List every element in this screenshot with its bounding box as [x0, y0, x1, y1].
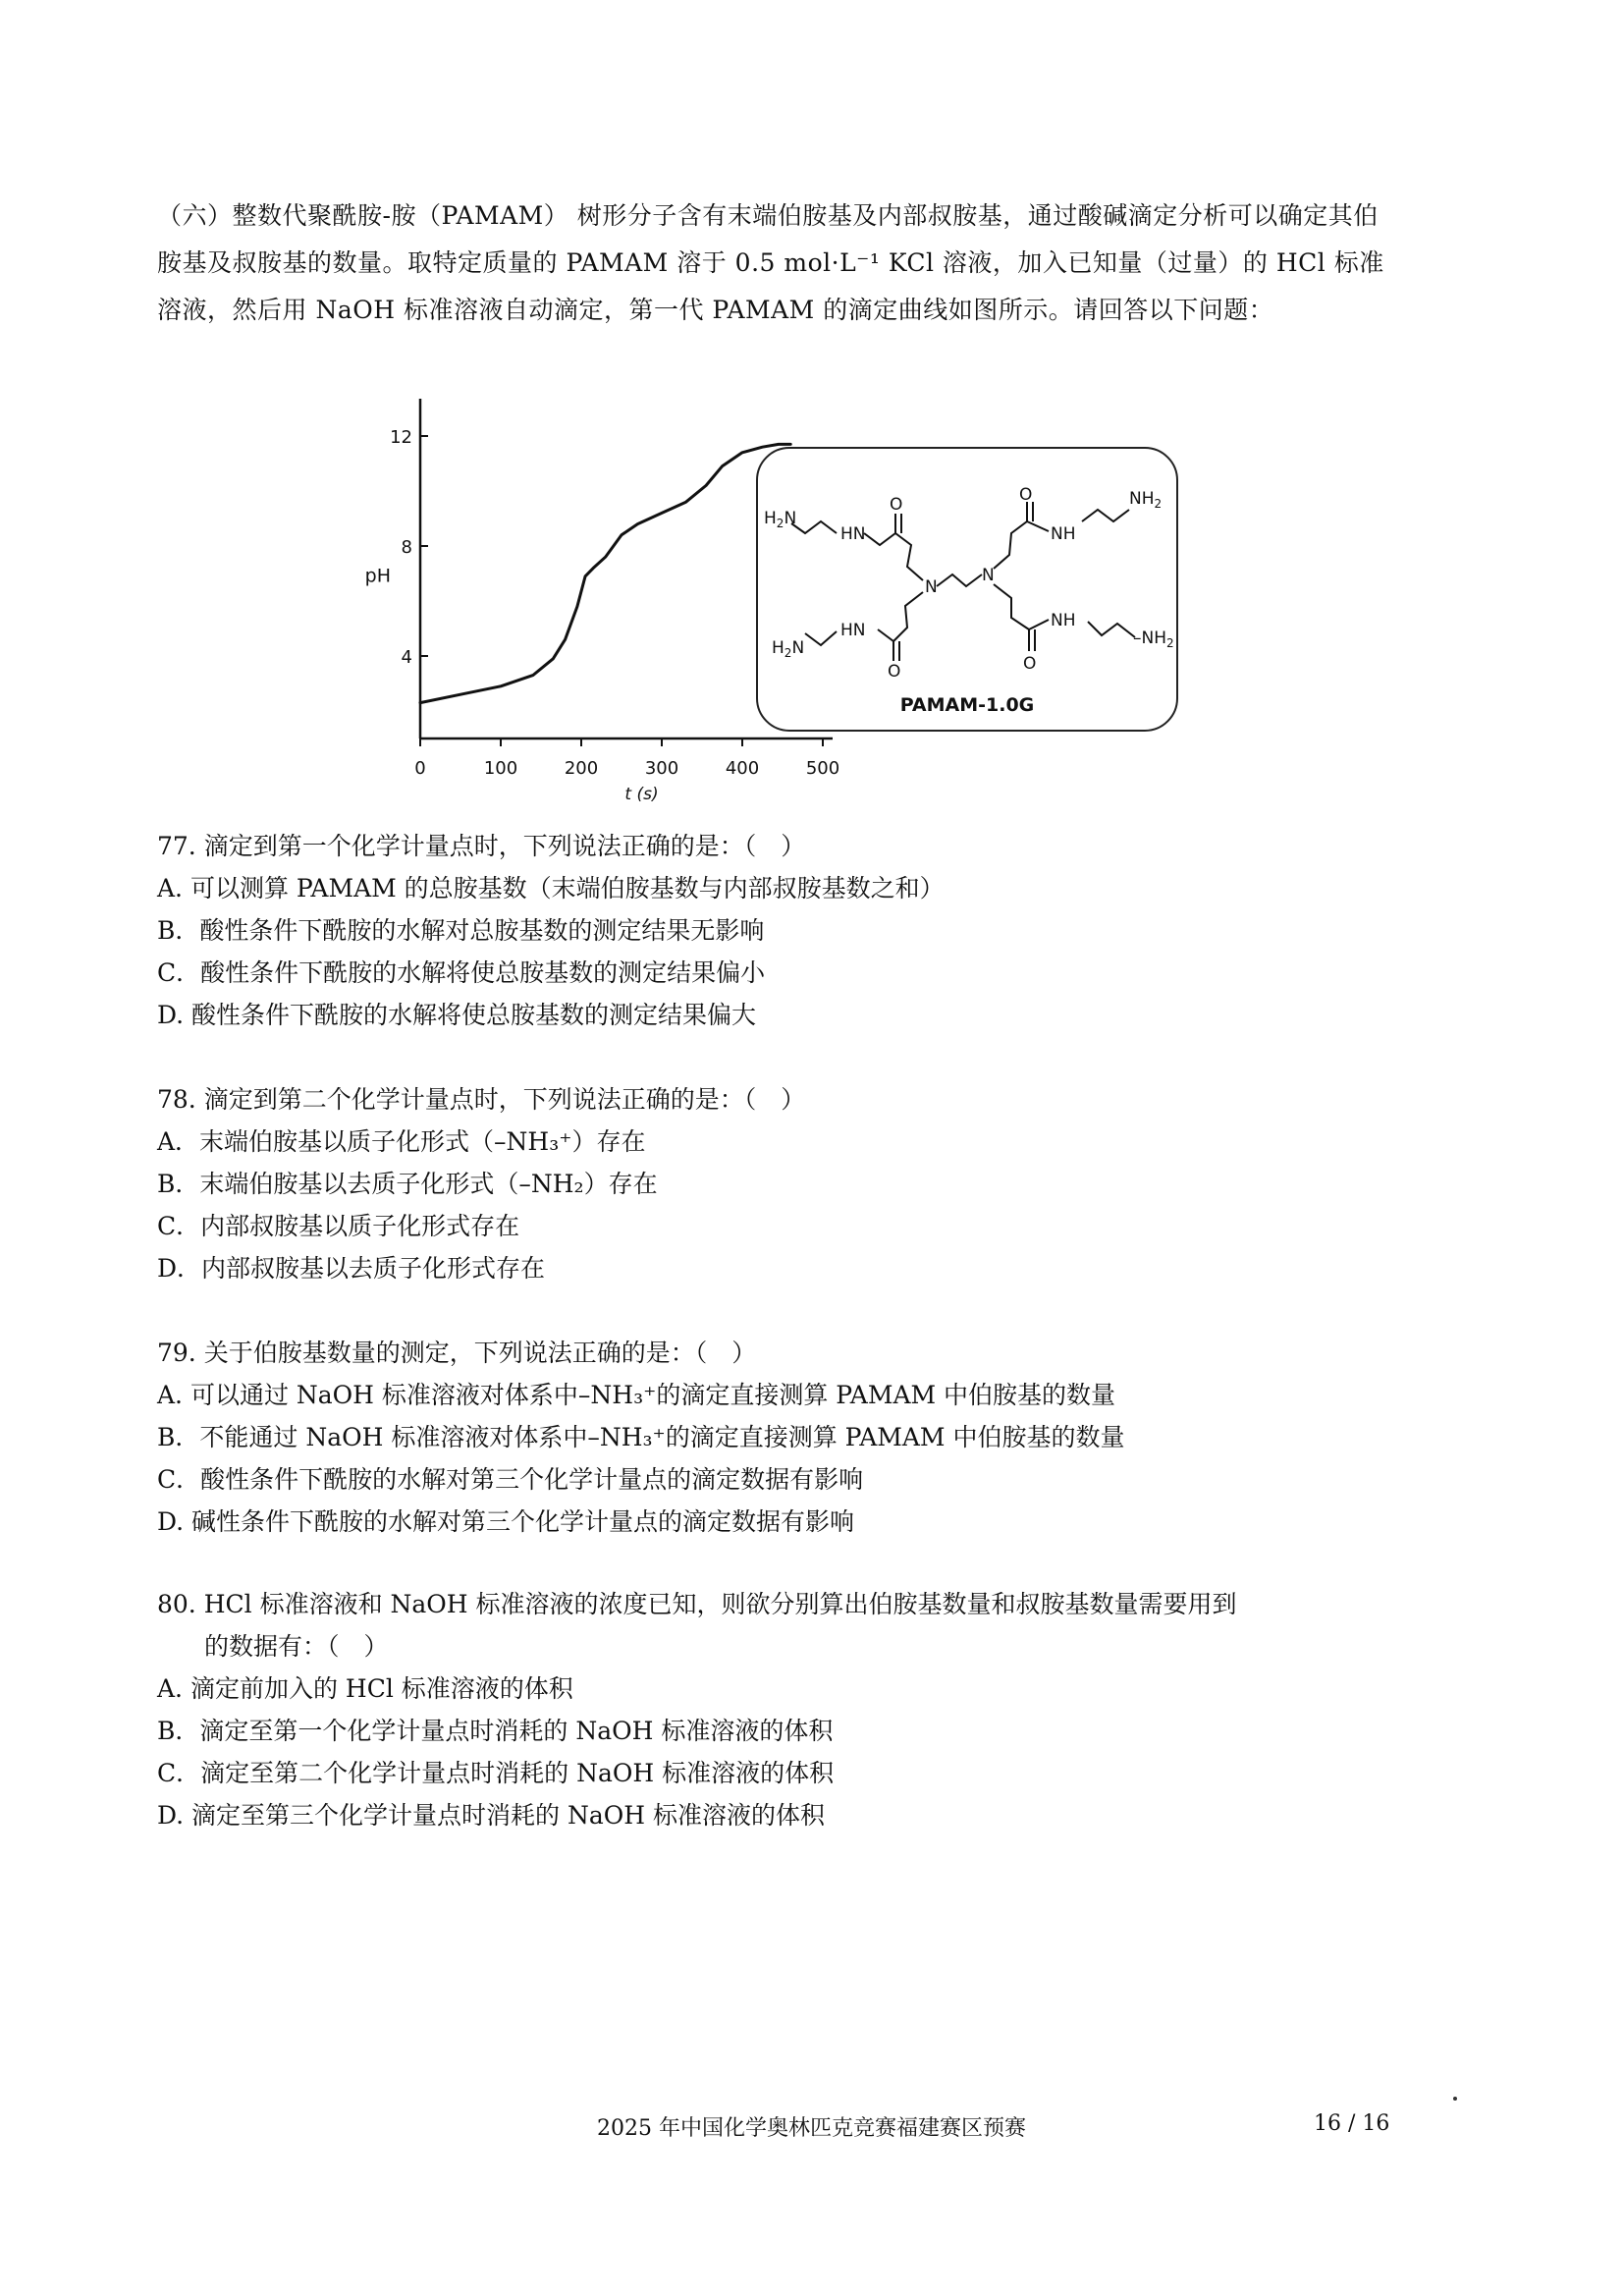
option-d: D. 滴定至第三个化学计量点时消耗的 NaOH 标准溶液的体积	[157, 1801, 826, 1830]
scan-speck	[1453, 2097, 1457, 2101]
question-stem: 78. 滴定到第二个化学计量点时，下列说法正确的是：（ ）	[157, 1085, 806, 1114]
question-stem: 80. HCl 标准溶液和 NaOH 标准溶液的浓度已知，则欲分别算出伯胺基数量和叔胺基数量需要用到	[157, 1590, 1237, 1618]
svg-text:–NH2: $-NH_2$	[1133, 629, 1174, 650]
question-77	[157, 825, 1414, 1036]
question-stem: 77. 滴定到第一个化学计量点时，下列说法正确的是：（ ）	[157, 832, 806, 860]
svg-text:NH: NH	[1051, 611, 1076, 630]
svg-text:O: O	[1019, 485, 1033, 505]
svg-text:NH: NH	[1051, 524, 1076, 544]
svg-text:HN: HN	[840, 621, 866, 640]
svg-text:N: N	[925, 577, 938, 597]
svg-text:HN: HN	[840, 524, 866, 544]
x-tick-label: 200	[564, 758, 599, 779]
option-d: D. 碱性条件下酰胺的水解对第三个化学计量点的滴定数据有影响	[157, 1507, 855, 1536]
x-tick-label: 100	[483, 758, 518, 779]
option-a: A．末端伯胺基以质子化形式（–NH₃⁺）存在	[157, 1127, 646, 1156]
x-tick-label: 400	[725, 758, 760, 779]
option-d: D. 酸性条件下酰胺的水解将使总胺基数的测定结果偏大	[157, 1001, 757, 1029]
option-c: C．滴定至第二个化学计量点时消耗的 NaOH 标准溶液的体积	[157, 1759, 835, 1787]
y-axis-label: pH	[364, 565, 391, 587]
x-tick-label: 0	[414, 758, 426, 779]
svg-text:O: O	[890, 495, 903, 515]
pamam-structure-diagram	[758, 449, 1176, 730]
svg-text:H2N: $H_2N$	[764, 509, 797, 530]
footer-title: 2025 年中国化学奥林匹克竞赛福建赛区预赛	[597, 2116, 1026, 2141]
y-tick-label: 8	[401, 537, 412, 558]
question-79	[157, 1332, 1414, 1543]
page-number: 16 / 16	[1314, 2111, 1390, 2136]
svg-text:N: N	[982, 566, 995, 585]
option-c: C．内部叔胺基以质子化形式存在	[157, 1212, 520, 1240]
question-80	[157, 1583, 1414, 1836]
option-b: B．末端伯胺基以去质子化形式（–NH₂）存在	[157, 1170, 658, 1198]
x-axis-label: t (s)	[624, 785, 659, 804]
structure-label: PAMAM-1.0G	[899, 694, 1035, 716]
option-a: A. 滴定前加入的 HCl 标准溶液的体积	[157, 1674, 573, 1703]
option-a: A. 可以通过 NaOH 标准溶液对体系中–NH₃⁺的滴定直接测算 PAMAM 中伯胺基的数量	[157, 1381, 1116, 1409]
svg-text:O: O	[1023, 654, 1037, 674]
svg-text:O: O	[888, 662, 901, 682]
option-c: C．酸性条件下酰胺的水解将使总胺基数的测定结果偏小	[157, 958, 766, 987]
y-tick-label: 12	[390, 427, 412, 448]
option-b: B．酸性条件下酰胺的水解对总胺基数的测定结果无影响	[157, 916, 765, 945]
option-b: B．不能通过 NaOH 标准溶液对体系中–NH₃⁺的滴定直接测算 PAMAM 中伯胺基的数量	[157, 1423, 1125, 1451]
option-b: B．滴定至第一个化学计量点时消耗的 NaOH 标准溶液的体积	[157, 1717, 834, 1745]
pamam-structure-panel	[756, 447, 1178, 732]
option-c: C．酸性条件下酰胺的水解对第三个化学计量点的滴定数据有影响	[157, 1465, 864, 1494]
intro-paragraph: （六）整数代聚酰胺-胺（PAMAM） 树形分子含有末端伯胺基及内部叔胺基，通过酸碱滴定分析可以确定其伯胺基及叔胺基的数量。取特定质量的 PAMAM 溶于 0.5 mol·L⁻¹ KCl 溶液，加入已知量（过量）的 HCl 标准溶液，然后用 NaOH 标准溶液自动滴定，第一代 PAMAM 的滴定曲线如图所示。请回答以下问题：	[157, 201, 1384, 324]
question-78	[157, 1078, 1414, 1289]
x-tick-label: 500	[805, 758, 840, 779]
option-d: D．内部叔胺基以去质子化形式存在	[157, 1254, 546, 1283]
svg-text:NH2: $NH_2$	[1129, 489, 1163, 511]
x-tick-label: 300	[644, 758, 679, 779]
y-tick-label: 4	[401, 647, 412, 668]
question-stem-continued: 的数据有：（ ）	[204, 1632, 389, 1661]
svg-text:H2N: $H_2N$	[772, 638, 805, 660]
question-stem: 79. 关于伯胺基数量的测定，下列说法正确的是：（ ）	[157, 1339, 757, 1367]
titration-curve	[420, 444, 790, 702]
option-a: A. 可以测算 PAMAM 的总胺基数（末端伯胺基数与内部叔胺基数之和）	[157, 874, 945, 902]
